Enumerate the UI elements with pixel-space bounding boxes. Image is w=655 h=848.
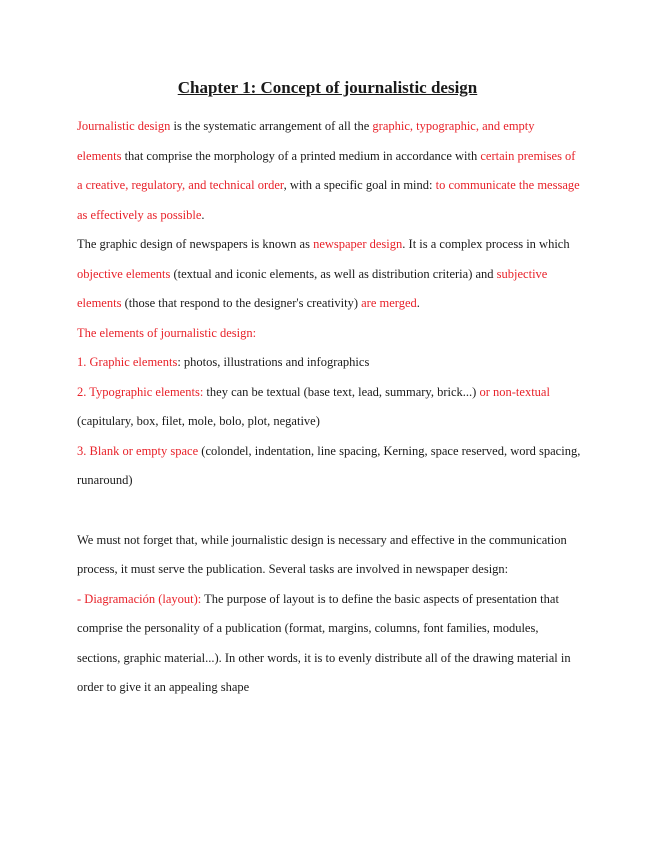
- highlighted-text: 1. Graphic elements: [77, 355, 178, 369]
- highlighted-text: - Diagramación (layout):: [77, 591, 202, 606]
- body-text: (textual and iconic elements, as well as distribution criteria) and: [170, 266, 497, 281]
- highlighted-text: are merged: [361, 296, 417, 310]
- chapter-title: Chapter 1: Concept of journalistic design: [177, 78, 478, 97]
- body-text: The purpose of layout is to define the basic aspects of presentation that comprise the personality of a publication (format, margins, columns, font families, modules, sections, graphic material...). In other words, it is to evenly distribute all of the drawing material in order to give it an appealing shape: [77, 591, 571, 694]
- paragraph-gap: [77, 496, 582, 526]
- body-text: We must not forget that, while journalistic design is necessary and effective in the communication process, it must serve the publication. Several tasks are involved in newspaper design:: [77, 532, 567, 576]
- body-text: The graphic design of newspapers is known as: [77, 237, 314, 251]
- paragraph-layout: [77, 585, 582, 703]
- body-text: . It is a complex process in which: [402, 237, 570, 251]
- body-text: they can be textual (base text, lead, summary, brick...): [203, 384, 480, 399]
- elements-heading: [77, 319, 582, 349]
- highlighted-text: newspaper design: [313, 237, 403, 251]
- document-body: [77, 112, 582, 703]
- body-text: is the systematic arrangement of all the: [170, 119, 373, 133]
- body-text: that comprise the morphology of a printed medium in accordance with: [121, 148, 481, 163]
- body-text: (capitulary, box, filet, mole, bolo, plot, negative): [77, 414, 320, 428]
- body-text: (those that respond to the designer's creativity): [121, 296, 362, 310]
- highlighted-text: or non-textual: [479, 384, 550, 399]
- body-text: , with a specific goal in mind:: [283, 178, 436, 192]
- highlighted-text: certain premises of a creative, regulatory, and technical order: [77, 148, 576, 192]
- highlighted-text: Journalistic design: [77, 119, 171, 133]
- body-text: .: [416, 296, 420, 310]
- list-item-typographic: [77, 378, 582, 437]
- body-text: .: [201, 207, 205, 222]
- paragraph-definition: [77, 112, 582, 230]
- list-item-graphic: [77, 348, 582, 378]
- highlighted-text: 2. Typographic elements:: [77, 384, 204, 399]
- list-item-blank-space: [77, 437, 582, 496]
- paragraph-tasks-intro: [77, 526, 582, 585]
- highlighted-text: objective elements: [77, 266, 171, 281]
- body-text: : photos, illustrations and infographics: [177, 355, 370, 369]
- highlighted-text: 3. Blank or empty space: [77, 443, 199, 458]
- highlighted-text: to communicate the message as effectively as possible: [77, 178, 580, 222]
- highlighted-text: subjective elements: [77, 266, 548, 310]
- highlighted-text: The elements of journalistic design:: [77, 325, 257, 340]
- highlighted-text: graphic, typographic, and empty elements: [77, 119, 535, 163]
- body-text: (colondel, indentation, line spacing, Kerning, space reserved, word spacing, runaround): [77, 443, 581, 487]
- paragraph-newspaper-design: [77, 230, 582, 319]
